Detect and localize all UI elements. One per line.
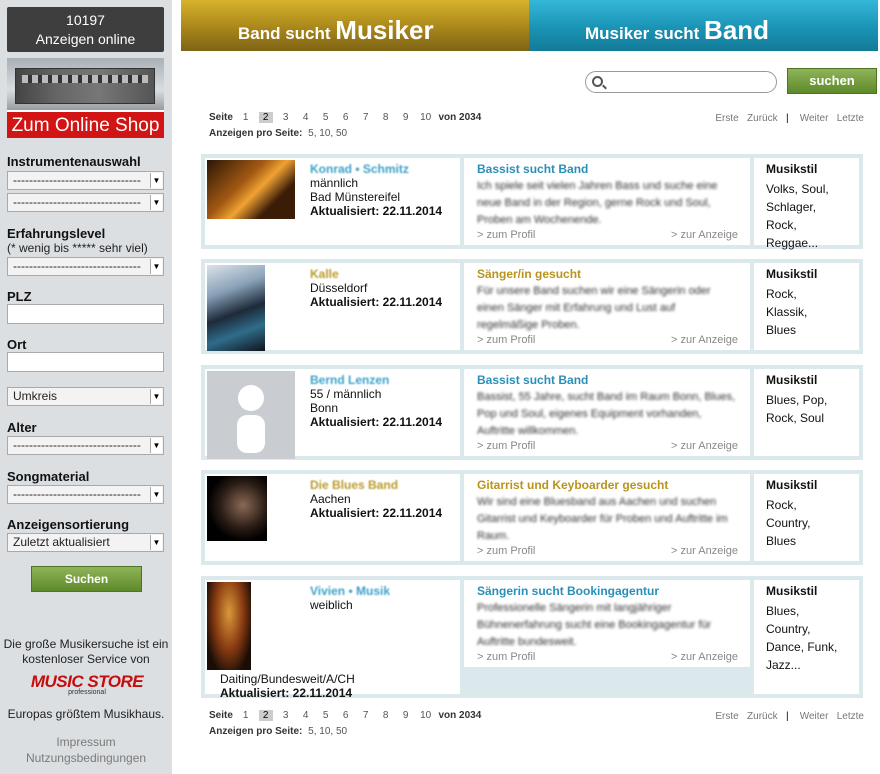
ad-description: Ich spiele seit vielen Jahren Bass und suche eine neue Band in der Region, gerne Rock und Soul, Proben am Wochenende. (477, 180, 718, 226)
ad-profile-col (205, 474, 460, 561)
plz-input[interactable] (7, 304, 164, 324)
ad-updated: Aktualisiert: 22.11.2014 (310, 415, 443, 429)
profile-link[interactable]: > zum Profil (477, 229, 536, 241)
ad-updated: Aktualisiert: 22.11.2014 (310, 295, 443, 309)
profile-link[interactable]: > zum Profil (477, 334, 536, 346)
page-link[interactable]: 9 (402, 710, 409, 721)
page-link[interactable]: 4 (302, 710, 309, 721)
chevron-down-icon: ▼ (150, 389, 162, 404)
ad-content-col (464, 369, 750, 456)
ad-links (477, 545, 738, 557)
page-link[interactable]: 1 (242, 112, 249, 123)
ad-detail-link[interactable]: > zur Anzeige (671, 229, 738, 241)
alter-select[interactable]: -------------------------------- ▼ (7, 436, 164, 455)
ad-info-line-1: männlich (310, 176, 359, 190)
ad-card[interactable] (201, 365, 863, 460)
chevron-down-icon: ▼ (150, 259, 162, 274)
tab-band-label: Band sucht Musiker (238, 15, 434, 45)
ad-profile-col (205, 158, 460, 245)
instrument-label: Instrumentenauswahl (7, 154, 141, 169)
ort-input[interactable] (7, 352, 164, 372)
ad-style-col (754, 580, 859, 694)
ad-user-name[interactable]: Die Blues Band (310, 478, 399, 492)
ad-description: Wir sind eine Bluesband aus Aachen und suchen Gitarrist und Keyboarder für Proben und Auftritte im Raum. (477, 496, 728, 542)
ad-description: Bassist, 55 Jahre, sucht Band im Raum Bonn, Blues, Pop und Soul, eigenes Equipment vorhanden, Auftritte willkommen. (477, 391, 736, 437)
ad-updated: Aktualisiert: 22.11.2014 (310, 506, 443, 520)
ad-content-col (464, 263, 750, 350)
ad-updated: Aktualisiert: 22.11.2014 (310, 204, 443, 218)
ad-links (477, 651, 738, 663)
impressum-link[interactable]: Impressum (56, 735, 116, 749)
style-item: Rock, Soul (766, 411, 825, 425)
ad-content-col (464, 474, 750, 561)
page-link[interactable]: 5 (322, 112, 329, 123)
pager-nav-bottom (715, 711, 864, 722)
ad-content-col (464, 580, 750, 667)
page-link[interactable]: 10 (420, 112, 432, 123)
first-page-link[interactable]: Erste (715, 113, 739, 124)
page-link[interactable]: 9 (402, 112, 409, 123)
ad-title[interactable]: Sängerin sucht Bookingagentur (477, 584, 660, 598)
online-shop-banner[interactable] (7, 58, 164, 138)
style-item: Reggae... (766, 236, 819, 250)
musikstil-heading: Musikstil (766, 373, 818, 387)
pagination-top (209, 112, 481, 123)
next-page-link[interactable]: Weiter (799, 113, 829, 124)
style-item: Jazz... (766, 658, 801, 672)
style-item: Blues (766, 323, 797, 337)
sort-label: Anzeigensortierung (7, 517, 130, 532)
page-link[interactable]: 3 (282, 710, 289, 721)
style-item: Country, (766, 622, 811, 636)
chevron-down-icon: ▼ (150, 535, 162, 550)
ad-user-name[interactable]: Bernd Lenzen (310, 373, 390, 387)
ad-updated: Aktualisiert: 22.11.2014 (220, 686, 353, 700)
terms-link[interactable]: Nutzungsbedingungen (25, 751, 147, 765)
sort-select[interactable]: Zuletzt aktualisiert ▼ (7, 533, 164, 552)
ad-info-line-2: Bonn (310, 401, 339, 415)
last-page-link[interactable]: Letzte (836, 113, 864, 124)
per-page-bottom (209, 726, 347, 737)
instrument-select-2[interactable]: -------------------------------- ▼ (7, 193, 164, 212)
ad-links (477, 229, 738, 241)
last-page-link[interactable]: Letzte (836, 711, 864, 722)
page-link[interactable]: 6 (342, 710, 349, 721)
musikstil-heading: Musikstil (766, 162, 818, 176)
ad-user-name[interactable]: Kalle (310, 267, 339, 281)
ad-card[interactable] (201, 154, 863, 249)
of-label: von (438, 112, 457, 123)
search-icon (592, 76, 603, 87)
ort-label: Ort (7, 337, 27, 352)
page-link[interactable]: 4 (302, 112, 309, 123)
ad-style-col (754, 474, 859, 561)
footer-line-2: kostenloser Service von (22, 652, 150, 666)
ad-user-name[interactable]: Konrad • Schmitz (310, 162, 409, 176)
page-link[interactable]: 8 (382, 112, 389, 123)
experience-select[interactable]: -------------------------------- ▼ (7, 257, 164, 276)
style-item: Country, (766, 516, 811, 530)
experience-hint: (* wenig bis ***** sehr viel) (7, 241, 148, 255)
per-page-label: Anzeigen pro Seite: (209, 726, 303, 737)
ad-detail-link[interactable]: > zur Anzeige (671, 545, 738, 557)
per-page-options[interactable]: 5, 10, 50 (308, 128, 348, 139)
avatar-body (237, 415, 265, 453)
ad-location: Aachen (310, 492, 351, 506)
pager-separator: | (785, 113, 789, 124)
per-page-top (209, 128, 347, 139)
ad-style-col (754, 369, 859, 456)
search-submit-button[interactable]: Suchen (31, 566, 142, 592)
counter-label: Anzeigen online (35, 31, 136, 47)
musikstil-list (766, 391, 827, 427)
style-item: Dance, Funk, (766, 640, 838, 654)
musikstil-list (766, 180, 829, 252)
next-page-link[interactable]: Weiter (799, 711, 829, 722)
ad-location: Düsseldorf (310, 281, 368, 295)
plz-label: PLZ (7, 289, 32, 304)
profile-photo[interactable] (207, 582, 251, 670)
ad-description: Für unsere Band suchen wir eine Sängerin oder einen Sänger mit Erfahrung und Lust auf regelmäßige Proben. (477, 285, 711, 331)
musikstil-heading: Musikstil (766, 267, 818, 281)
ad-style-col (754, 263, 859, 350)
prev-page-link[interactable]: Zurück (747, 711, 778, 722)
page-link[interactable]: 7 (362, 112, 369, 123)
page-link[interactable]: 3 (282, 112, 289, 123)
search-button[interactable]: suchen (787, 68, 877, 94)
per-page-label: Anzeigen pro Seite: (209, 128, 303, 139)
music-store-logo-sub: professional (68, 689, 106, 696)
ad-info-line-1: 55 / männlich (310, 387, 382, 401)
page-total: 2034 (459, 112, 482, 123)
profile-photo[interactable] (207, 476, 267, 541)
ad-style-col (754, 158, 859, 250)
musikstil-list (766, 496, 810, 550)
music-store-logo[interactable] (22, 672, 152, 702)
style-item: Blues, (766, 604, 800, 618)
page-label: Seite (209, 112, 233, 123)
ad-detail-link[interactable]: > zur Anzeige (671, 651, 738, 663)
pager-nav-top (715, 113, 864, 124)
page-link[interactable]: 10 (420, 710, 432, 721)
per-page-options[interactable]: 5, 10, 50 (308, 726, 348, 737)
musikstil-list (766, 602, 837, 674)
sidebar (0, 0, 172, 774)
ad-links (477, 334, 738, 346)
ad-profile-col (205, 263, 460, 350)
ad-title[interactable]: Sänger/in gesucht (477, 267, 582, 281)
search-input[interactable] (585, 71, 777, 93)
avatar-head (238, 385, 264, 411)
ad-title[interactable]: Bassist sucht Band (477, 373, 589, 387)
ad-description: Professionelle Sängerin mit langjähriger Bühnenerfahrung sucht eine Bookingagentur für Auftritte bundesweit. (477, 602, 712, 648)
chevron-down-icon: ▼ (150, 173, 162, 188)
ad-user-name[interactable]: Vivien • Musik (310, 584, 391, 598)
chevron-down-icon: ▼ (150, 487, 162, 502)
style-item: Rock, (766, 287, 797, 301)
ad-info-line-2: Bad Münstereifel (310, 190, 401, 204)
style-item: Volks, Soul, (766, 182, 829, 196)
ad-profile-col (205, 369, 460, 456)
song-select[interactable]: -------------------------------- ▼ (7, 485, 164, 504)
tab-musiker-label: Musiker sucht Band (585, 15, 770, 45)
ad-card[interactable] (201, 576, 863, 698)
ad-profile-col (205, 580, 460, 700)
musikstil-heading: Musikstil (766, 478, 818, 492)
profile-photo[interactable] (207, 265, 265, 351)
footer-line-3: Europas größtem Musikhaus. (7, 707, 165, 721)
ad-location: Daiting/Bundesweit/A/CH (220, 672, 355, 686)
page-label: Seite (209, 710, 233, 721)
ad-detail-link[interactable]: > zur Anzeige (671, 440, 738, 452)
tab-musiker-sucht-band[interactable] (529, 0, 878, 51)
page-link[interactable]: 1 (242, 710, 249, 721)
ad-card[interactable] (201, 259, 863, 354)
style-item: Blues (766, 534, 797, 548)
style-item: Rock, (766, 498, 797, 512)
style-item: Klassik, (766, 305, 808, 319)
pager-separator: | (785, 711, 789, 722)
musikstil-heading: Musikstil (766, 584, 818, 598)
profile-link[interactable]: > zum Profil (477, 545, 536, 557)
prev-page-link[interactable]: Zurück (747, 113, 778, 124)
first-page-link[interactable]: Erste (715, 711, 739, 722)
ad-title[interactable]: Gitarrist und Keyboarder gesucht (477, 478, 669, 492)
tab-band-sucht-musiker[interactable] (181, 0, 529, 51)
counter-number: 10197 (66, 12, 105, 28)
page-link[interactable]: 5 (322, 710, 329, 721)
page-link[interactable]: 2 (259, 710, 273, 721)
ads-online-counter (7, 7, 164, 52)
chevron-down-icon: ▼ (150, 438, 162, 453)
page-link[interactable]: 7 (362, 710, 369, 721)
footer-line-1: Die große Musikersuche ist ein (3, 637, 169, 651)
profile-photo[interactable] (207, 160, 295, 219)
ad-title[interactable]: Bassist sucht Band (477, 162, 589, 176)
ad-detail-link[interactable]: > zur Anzeige (671, 334, 738, 346)
song-label: Songmaterial (7, 469, 90, 484)
style-item: Schlager, (766, 200, 817, 214)
experience-label: Erfahrungslevel (7, 226, 106, 241)
style-item: Rock, (766, 218, 797, 232)
store-building-image (15, 68, 155, 104)
page-link[interactable]: 8 (382, 710, 389, 721)
ad-content-col (464, 158, 750, 245)
page-link[interactable]: 2 (259, 112, 273, 123)
musikstil-list (766, 285, 807, 339)
ad-card[interactable] (201, 470, 863, 565)
page-total: 2034 (459, 710, 482, 721)
of-label: von (438, 710, 457, 721)
ad-links (477, 440, 738, 452)
avatar-placeholder-icon[interactable] (207, 371, 295, 459)
style-item: Blues, Pop, (766, 393, 828, 407)
profile-link[interactable]: > zum Profil (477, 651, 536, 663)
online-shop-link[interactable]: Zum Online Shop (7, 110, 164, 138)
umkreis-select[interactable]: Umkreis ▼ (7, 387, 164, 406)
profile-link[interactable]: > zum Profil (477, 440, 536, 452)
ad-gender: weiblich (310, 598, 353, 612)
chevron-down-icon: ▼ (150, 195, 162, 210)
pagination-bottom (209, 710, 481, 721)
instrument-select-1[interactable]: -------------------------------- ▼ (7, 171, 164, 190)
music-store-logo-text: MUSIC STORE (30, 672, 144, 691)
page-link[interactable]: 6 (342, 112, 349, 123)
alter-label: Alter (7, 420, 37, 435)
